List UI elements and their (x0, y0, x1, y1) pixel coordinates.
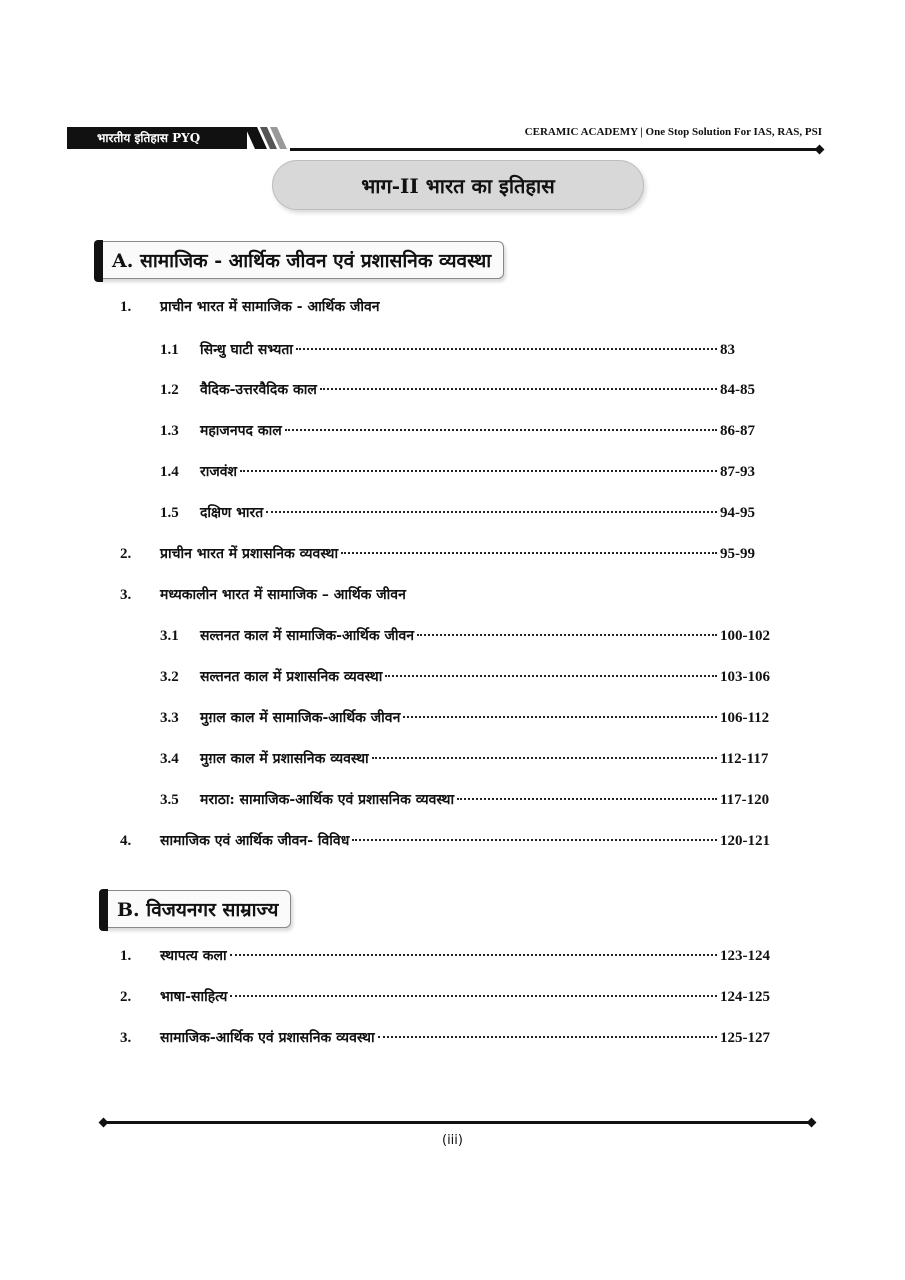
toc-row[interactable] (160, 626, 782, 646)
toc-page-number: 103-106 (720, 669, 770, 685)
toc-leader-dots (320, 388, 717, 390)
header-subject-tag: भारतीय इतिहास PYQ (67, 127, 247, 149)
toc-number: 2. (120, 546, 132, 562)
toc-row[interactable] (160, 708, 782, 728)
toc-number: 3. (120, 587, 132, 603)
toc-leader-dots (296, 348, 717, 350)
toc-title: मध्यकालीन भारत में सामाजिक – आर्थिक जीवन (160, 587, 406, 603)
toc-page-number: 123-124 (720, 948, 770, 964)
toc-title: भाषा-साहित्य (160, 989, 228, 1005)
section-b-heading (100, 890, 291, 928)
toc-leader-dots (457, 798, 717, 800)
toc-number: 1.5 (160, 505, 179, 521)
section-a-title: A. सामाजिक - आर्थिक जीवन एवं प्रशासनिक व्यवस्था (112, 250, 492, 272)
toc-page-number: 94-95 (720, 505, 755, 521)
toc-page-number: 100-102 (720, 628, 770, 644)
toc-number: 3.1 (160, 628, 179, 644)
toc-leader-dots (385, 675, 717, 677)
toc-page-number: 117-120 (720, 792, 770, 808)
toc-row[interactable] (120, 987, 782, 1007)
toc-page-number: 83 (720, 342, 735, 358)
toc-number: 3.5 (160, 792, 179, 808)
header-rule-end-diamond (815, 145, 825, 155)
toc-leader-dots (341, 552, 717, 554)
toc-title: सामाजिक-आर्थिक एवं प्रशासनिक व्यवस्था (160, 1030, 375, 1046)
toc-title: महाजनपद काल (200, 423, 282, 439)
toc-page-number: 120-121 (720, 833, 770, 849)
toc-page-number: 125-127 (720, 1030, 770, 1046)
toc-title: प्राचीन भारत में सामाजिक - आर्थिक जीवन (160, 299, 380, 315)
toc-title: सामाजिक एवं आर्थिक जीवन- विविध (160, 833, 350, 849)
toc-title: राजवंश (200, 464, 238, 480)
toc-leader-dots (230, 995, 717, 997)
toc-row[interactable] (160, 462, 782, 482)
toc-title: सिन्धु घाटी सभ्यता (200, 342, 293, 358)
toc-leader-dots (378, 1036, 717, 1038)
toc-page-number: 106-112 (720, 710, 770, 726)
toc-title: वैदिक-उत्तरवैदिक काल (200, 382, 317, 398)
toc-page-number: 84-85 (720, 382, 755, 398)
page-number: (iii) (442, 1133, 463, 1148)
toc-leader-dots (266, 511, 717, 513)
toc-row[interactable] (160, 421, 782, 441)
toc-number: 3.3 (160, 710, 179, 726)
toc-title: स्थापत्य कला (160, 948, 227, 964)
toc-number: 2. (120, 989, 132, 1005)
section-a-heading (95, 241, 504, 279)
toc-number: 1. (120, 948, 132, 964)
toc-page-number: 124-125 (720, 989, 770, 1005)
toc-title: मुग़ल काल में सामाजिक-आर्थिक जीवन (200, 710, 401, 726)
toc-row[interactable] (160, 340, 782, 360)
toc-leader-dots (352, 839, 717, 841)
toc-row[interactable] (120, 946, 782, 966)
toc-leader-dots (417, 634, 717, 636)
section-b-title: B. विजयनगर साम्राज्य (117, 899, 279, 921)
part-title (272, 160, 644, 210)
toc-leader-dots (403, 716, 717, 718)
toc-number: 1.3 (160, 423, 179, 439)
toc-title: प्राचीन भारत में प्रशासनिक व्यवस्था (160, 546, 339, 562)
toc-title: सल्तनत काल में सामाजिक-आर्थिक जीवन (200, 628, 415, 644)
toc-title: मराठा: सामाजिक-आर्थिक एवं प्रशासनिक व्यवस्था (200, 792, 455, 808)
toc-number: 3.2 (160, 669, 179, 685)
toc-number: 4. (120, 833, 132, 849)
toc-row[interactable] (160, 503, 782, 523)
toc-title: दक्षिण भारत (200, 505, 264, 521)
toc-row[interactable] (120, 297, 782, 317)
toc-number: 1.2 (160, 382, 179, 398)
toc-number: 1. (120, 299, 132, 315)
toc-row[interactable] (120, 831, 782, 851)
toc-page-number: 87-93 (720, 464, 755, 480)
toc-page-number: 86-87 (720, 423, 755, 439)
toc-title: मुग़ल काल में प्रशासनिक व्यवस्था (200, 751, 369, 767)
toc-row[interactable] (160, 667, 782, 687)
toc-row[interactable] (120, 544, 782, 564)
part-title-text: भाग-II भारत का इतिहास (361, 173, 555, 198)
footer-rule-end-diamond (807, 1118, 817, 1128)
toc-row[interactable] (160, 380, 782, 400)
toc-row[interactable] (160, 790, 782, 810)
toc-row[interactable] (160, 749, 782, 769)
header-rule (290, 148, 820, 151)
toc-page-number: 95-99 (720, 546, 755, 562)
toc-leader-dots (285, 429, 717, 431)
section-heading-bar (99, 889, 108, 931)
toc-leader-dots (230, 954, 717, 956)
toc-page-number: 112-117 (720, 751, 769, 767)
toc-row[interactable] (120, 585, 782, 605)
toc-number: 3.4 (160, 751, 179, 767)
toc-number: 3. (120, 1030, 132, 1046)
footer-rule (102, 1121, 812, 1124)
header-stripe-decoration (245, 127, 290, 149)
toc-row[interactable] (120, 1028, 782, 1048)
toc-title: सल्तनत काल में प्रशासनिक व्यवस्था (200, 669, 383, 685)
toc-number: 1.1 (160, 342, 179, 358)
toc-number: 1.4 (160, 464, 179, 480)
toc-leader-dots (372, 757, 717, 759)
toc-leader-dots (240, 470, 717, 472)
section-heading-bar (94, 240, 103, 282)
header-academy-title: CERAMIC ACADEMY | One Stop Solution For IAS, RAS, PSI (524, 126, 822, 138)
